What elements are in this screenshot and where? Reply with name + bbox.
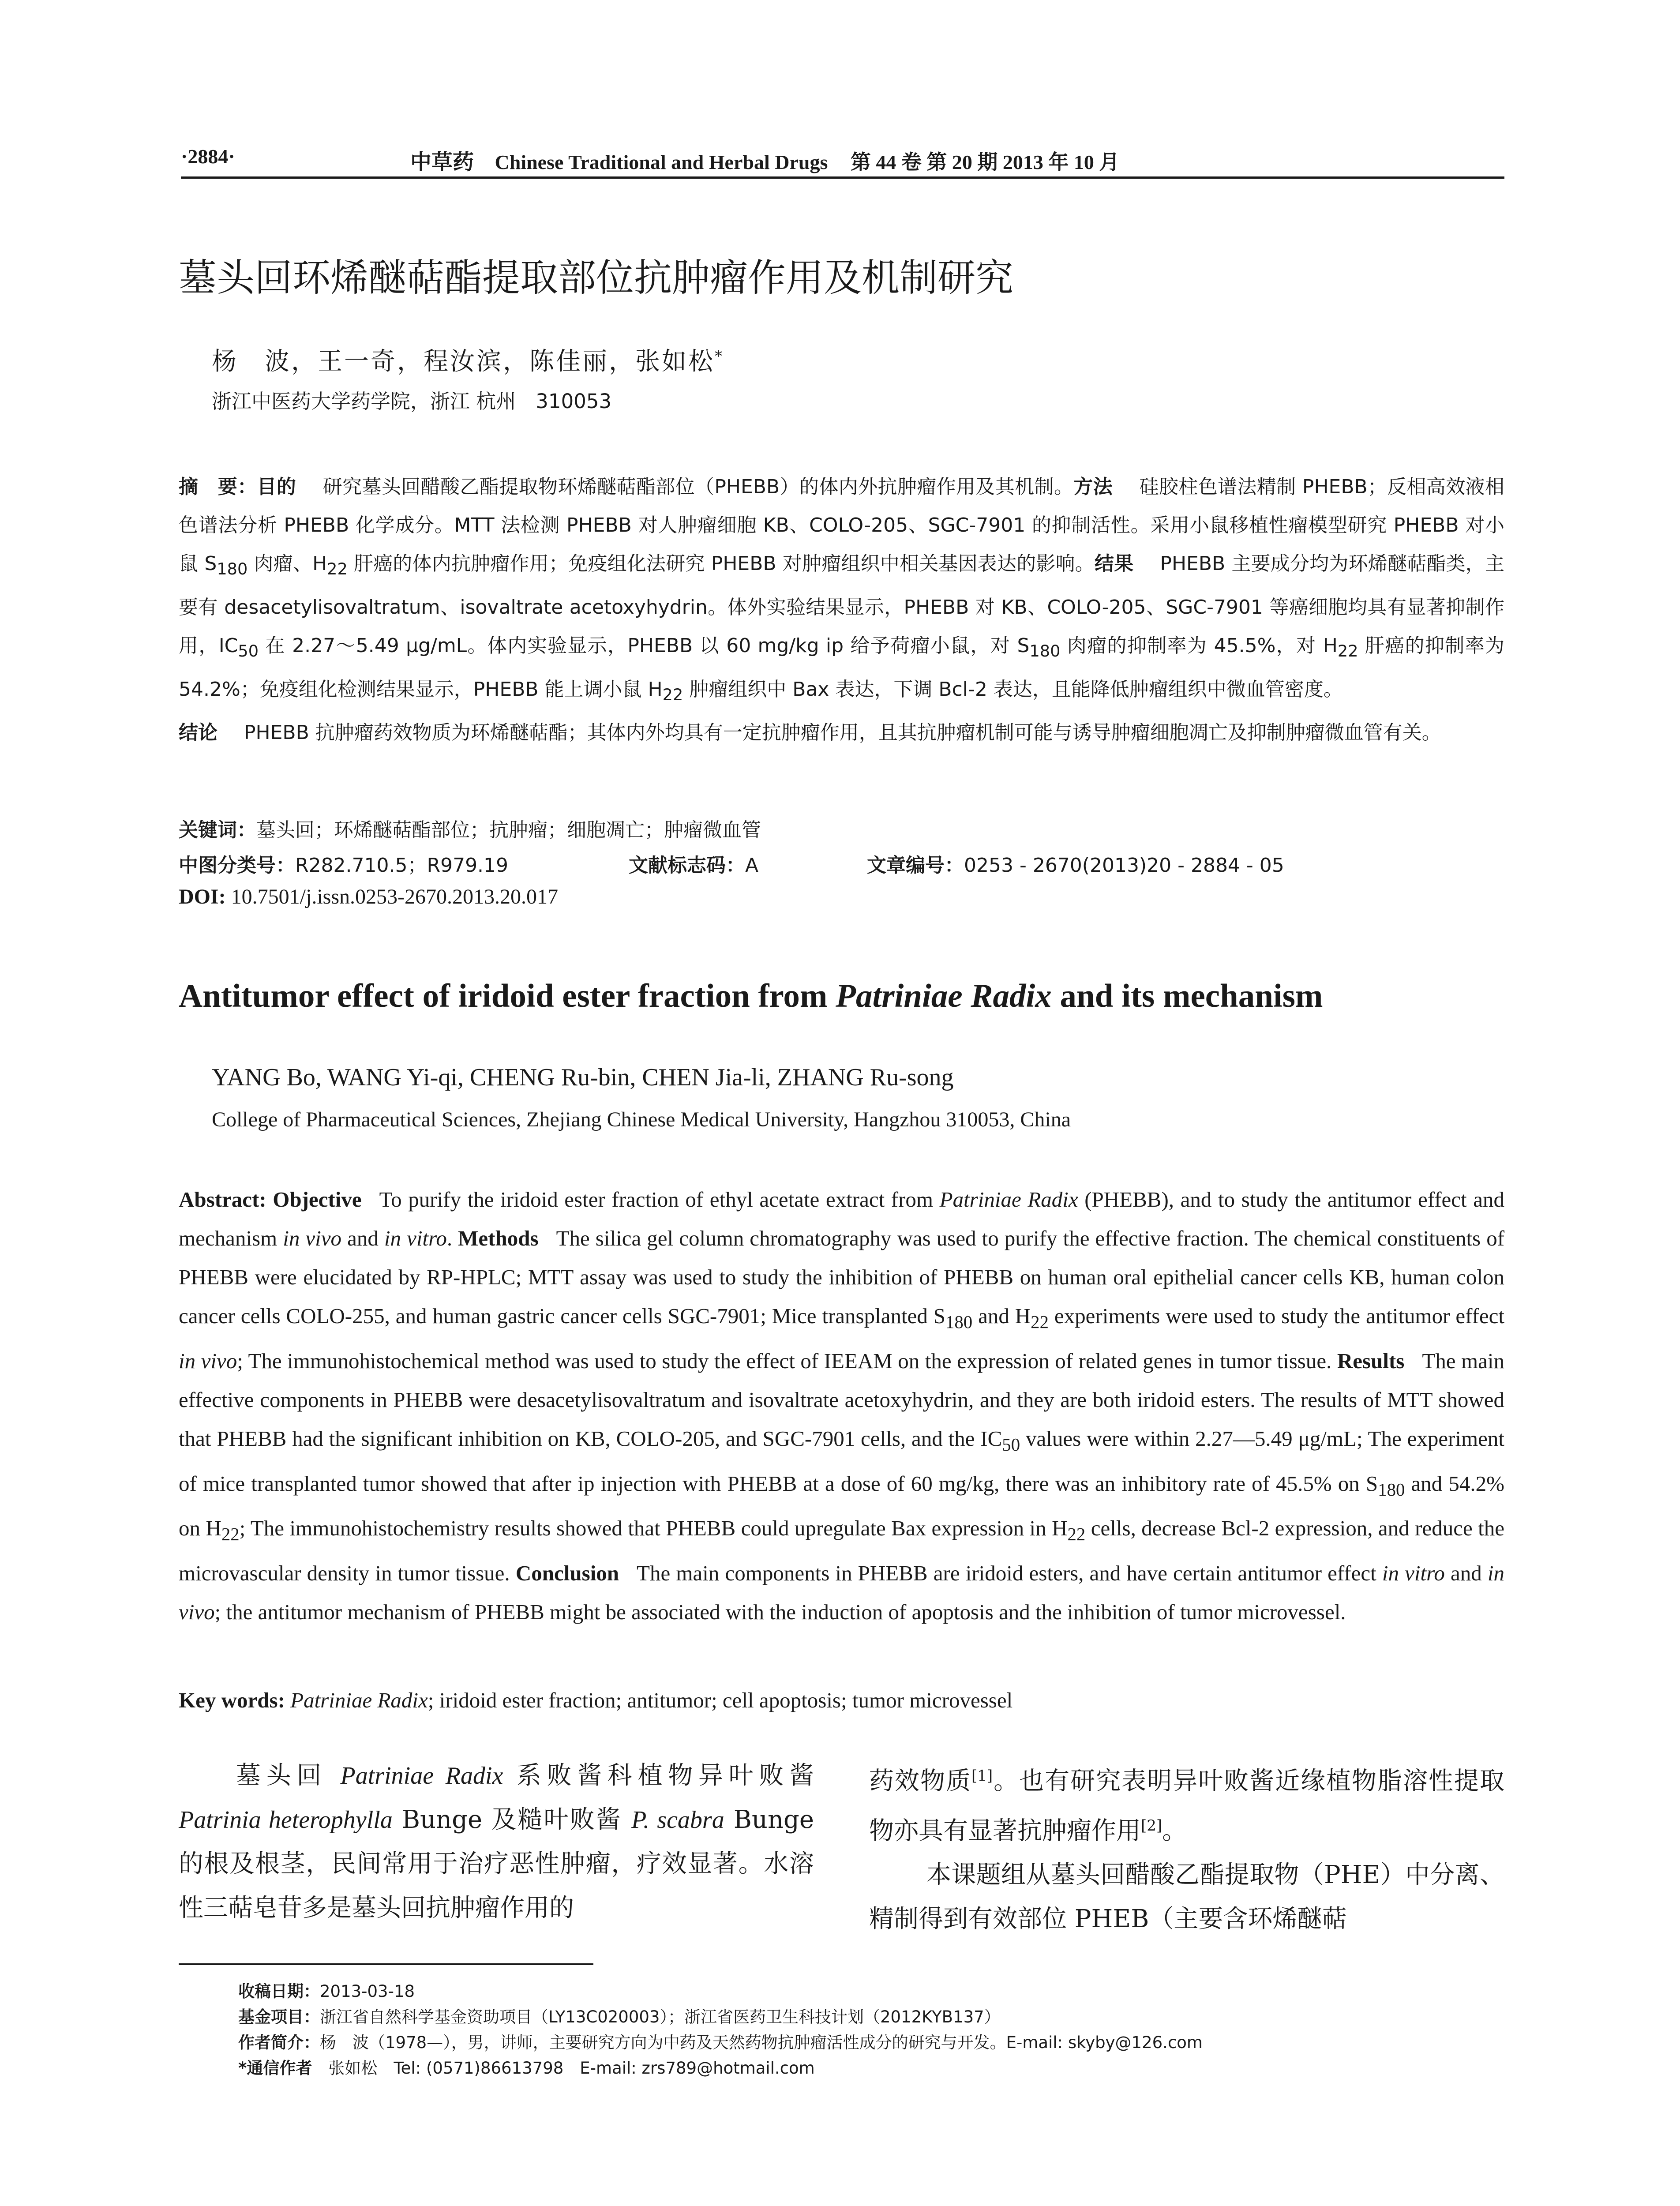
authors-cn [212, 342, 724, 377]
footnote-fund [238, 2004, 1504, 2030]
body-right-1: 药效物质 [869, 1767, 971, 1796]
results-en-sub4: 22 [1067, 1524, 1086, 1545]
author-bio-label: 作者简介： [238, 2033, 320, 2052]
doi-value: 10.7501/j.issn.0253-2670.2013.20.017 [231, 885, 559, 908]
keywords-en-text: ; iridoid ester fraction; antitumor; cell apoptosis; tumor microvessel [428, 1688, 1013, 1712]
body-left-it1: Patriniae Radix [340, 1762, 503, 1790]
clc-value: R282.710.5；R979.19 [295, 854, 509, 877]
abstract-cn-label: 摘 要： [179, 476, 257, 498]
conclusion-en-3: ; the antitumor mechanism of PHEBB might be associated with the induction of apoptosis and the inhibition of tumor microvessel. [214, 1600, 1346, 1624]
results-en-4: ; The immunohistochemistry results showed that PHEBB could upregulate Bax expression in H [239, 1516, 1068, 1541]
footnotes [238, 1979, 1504, 2081]
results-en-2: values were within 2.27—5.49 μg/mL; The experiment of mice transplanted tumor showed that after ip injection with PHEBB at a dose of 60 mg/kg, there was an inhibitory rate of 45.5% on S [179, 1426, 1504, 1496]
clc-label: 中图分类号： [179, 854, 295, 877]
methods-cn-sub2: 22 [327, 559, 348, 578]
methods-cn-2: 肉瘤、H [248, 552, 327, 575]
body-left-1: 墓头回 [236, 1761, 341, 1790]
footnote-author [238, 2030, 1504, 2056]
body-left-it2: Patrinia heterophylla [179, 1806, 393, 1834]
methods-en-2: and H [972, 1304, 1031, 1328]
body-left-3: Bunge 及糙叶败酱 [392, 1805, 632, 1834]
body-left-2: 系败酱科植物异叶败酱 [503, 1761, 814, 1790]
objective-label-cn: 目的 [257, 476, 296, 498]
corresponding-mark: * [715, 347, 724, 365]
results-cn-1: PHEBB 主要成分均为环烯醚萜酯类，主要有 desacetylisovaltratum、isovaltrate acetoxyhydrin。体外实验结果显示，PHEBB 对 KB、COLO-205、SGC-7901 等癌细胞均具有显著抑制作用，IC [179, 552, 1505, 657]
methods-cn-1: 硅胶柱色谱法精制 PHEBB；反相高效液相色谱法分析 PHEBB 化学成分。MTT 法检测 PHEBB 对人肿瘤细胞 KB、COLO-205、SGC-7901 的抑制活性。采用小鼠移植性瘤模型研究 PHEBB 对小鼠 S [179, 476, 1505, 575]
body-paragraph-1 [179, 1754, 814, 1930]
results-en-sub1: 50 [1002, 1434, 1020, 1455]
title-en-part1: Antitumor effect of iridoid ester fraction from [179, 978, 836, 1014]
results-en-5: cells, decrease Bcl-2 expression, and reduce the microvascular density in tumor tissue. [179, 1516, 1505, 1586]
conclusion-cn: PHEBB 抗肿瘤药效物质为环烯醚萜酯；其体内外均具有一定抗肿瘤作用，且其抗肿瘤机制可能与诱导肿瘤细胞凋亡及抑制肿瘤微血管有关。 [244, 721, 1441, 744]
received-date: 2013-03-18 [320, 1982, 415, 2001]
keywords-cn-text: 墓头回；环烯醚萜酯部位；抗肿瘤；细胞凋亡；肿瘤微血管 [256, 819, 761, 841]
results-cn-3: 肉瘤的抑制率为 45.5%，对 H [1060, 634, 1338, 657]
issue-info: 第 44 卷 第 20 期 2013 年 10 月 [850, 151, 1120, 173]
body-paragraph-1-cont [869, 1754, 1504, 1853]
authors-cn-names: 杨 波，王一奇，程汝滨，陈佳丽，张如松 [212, 347, 715, 376]
title-en-part2: and its mechanism [1051, 978, 1323, 1014]
keywords-en-label: Key words: [179, 1688, 285, 1712]
body-column-left [179, 1754, 814, 1930]
abstract-en [179, 1180, 1504, 1632]
results-label-cn: 结果 [1095, 552, 1134, 575]
keywords-en [179, 1688, 1504, 1713]
corresponding-label: *通信作者 [238, 2059, 312, 2078]
fund-label: 基金项目： [238, 2007, 320, 2026]
doc-code-value: A [745, 854, 759, 877]
abstract-en-label: Abstract: Objective [179, 1187, 362, 1212]
methods-en-sub2: 22 [1031, 1312, 1049, 1332]
affiliation-cn: 浙江中医药大学药学院，浙江 杭州 310053 [212, 390, 612, 413]
results-cn-sub4: 22 [662, 685, 683, 704]
journal-name-en: Chinese Traditional and Herbal Drugs [495, 151, 828, 173]
results-cn-2: 在 2.27～5.49 μg/mL。体内实验显示，PHEBB 以 60 mg/kg ip 给予荷瘤小鼠，对 S [259, 634, 1030, 657]
title-en-italic: Patriniae Radix [836, 978, 1052, 1014]
running-head [181, 141, 1504, 176]
keywords-cn [179, 814, 1504, 842]
doc-code-label: 文献标志码： [629, 854, 745, 877]
keywords-en-italic: Patriniae Radix [290, 1688, 428, 1712]
objective-en-it2: in vivo [283, 1226, 342, 1250]
classification-line [179, 849, 1504, 878]
methods-cn-3: 肝癌的体内抗肿瘤作用；免疫组化法研究 PHEBB 对肿瘤组织中相关基因表达的影响。 [347, 552, 1095, 575]
body-column-right [869, 1754, 1504, 1941]
objective-en-1: To purify the iridoid ester fraction of ethyl acetate extract from [379, 1187, 940, 1212]
abstract-cn [179, 468, 1504, 752]
methods-label-en: Methods [458, 1226, 539, 1250]
clc-field [179, 854, 508, 877]
journal-name-cn: 中草药 [410, 150, 474, 174]
body-paragraph-2: 本课题组从墓头回醋酸乙酯提取物（PHE）中分离、精制得到有效部位 PHEB（主要含环烯醚萜 [869, 1861, 1504, 1934]
conclusion-label-cn: 结论 [179, 721, 218, 744]
body-right-2: 。也有研究表明异叶败酱近缘植物脂溶性提取物亦具有显著抗肿瘤作用 [869, 1767, 1505, 1846]
footnote-corresponding [238, 2056, 1504, 2081]
article-no-field [867, 849, 1284, 878]
results-en-3: and 54.2% on H [179, 1471, 1504, 1541]
results-en-1: The main effective components in PHEBB were desacetylisovaltratum and isovaltrate acetoxyhydrin, and they are both iridoid esters. The results of MTT showed that PHEBB had the significant inhibition on KB, COLO-205, and SGC-7901 cells, and the IC [179, 1348, 1505, 1451]
conclusion-en-it2: in vivo [179, 1561, 1505, 1624]
affiliation-en: College of Pharmaceutical Sciences, Zhejiang Chinese Medical University, Hangzhou 310053, China [212, 1108, 1071, 1131]
objective-en-2: (PHEBB), and to study the antitumor effect and mechanism [179, 1187, 1505, 1250]
conclusion-en-2: and [1444, 1561, 1488, 1586]
methods-en-it1: in vivo [179, 1348, 237, 1373]
conclusion-label-en: Conclusion [515, 1561, 619, 1586]
article-no-value: 0253 - 2670(2013)20 - 2884 - 05 [964, 854, 1284, 877]
footnote-rule [179, 1963, 593, 1965]
author-bio-text: 杨 波（1978—），男，讲师，主要研究方向为中药及天然药物抗肿瘤活性成分的研究与开发。E-mail: skyby@126.com [320, 2033, 1203, 2052]
methods-en-4: ; The immunohistochemical method was used to study the effect of IEEAM on the expression of related genes in tumor tissue. [237, 1348, 1332, 1373]
results-cn-5: 肿瘤组织中 Bax 表达，下调 Bcl-2 表达，且能降低肿瘤组织中微血管密度。 [683, 678, 1343, 701]
authors-en: YANG Bo, WANG Yi-qi, CHENG Ru-bin, CHEN Jia-li, ZHANG Ru-song [212, 1064, 954, 1091]
methods-en-1: The silica gel column chromatography was used to purify the effective fraction. The chemical constituents of PHEBB were elucidated by RP-HPLC; MTT assay was used to study the inhibition of PHEBB on human oral epithelial cancer cells KB, human colon cancer cells COLO-255, and human gastric cancer cells SGC-7901; Mice transplanted S [179, 1226, 1505, 1328]
methods-cn-sub1: 180 [217, 559, 248, 578]
title-en [179, 977, 1507, 1015]
results-cn-sub2: 180 [1029, 641, 1061, 660]
results-cn-sub3: 22 [1337, 641, 1358, 660]
methods-en-3: experiments were used to study the antitumor effect [1049, 1304, 1504, 1328]
conclusion-en-it1: in vitro [1382, 1561, 1445, 1586]
body-left-4: Bunge 的根及根茎，民间常用于治疗恶性肿瘤，疗效显著。水溶性三萜皂苷多是墓头回抗肿瘤作用的 [179, 1805, 814, 1922]
methods-label-cn: 方法 [1073, 476, 1113, 498]
results-cn-4: 肝癌的抑制率为 54.2%；免疫组化检测结果显示，PHEBB 能上调小鼠 H [179, 634, 1504, 701]
results-label-en: Results [1337, 1348, 1405, 1373]
title-cn: 墓头回环烯醚萜酯提取部位抗肿瘤作用及机制研究 [179, 256, 1013, 300]
keywords-cn-label: 关键词： [179, 819, 256, 841]
results-en-sub3: 22 [221, 1524, 240, 1545]
footnote-received [238, 1979, 1504, 2004]
body-right-3: 。 [1162, 1816, 1187, 1846]
citation-2: [2] [1141, 1816, 1162, 1835]
journal-line [410, 145, 1119, 175]
page-number: ·2884· [181, 145, 235, 168]
doi-line [179, 885, 1504, 909]
conclusion-en-1: The main components in PHEBB are iridoid esters, and have certain antitumor effect [637, 1561, 1382, 1586]
objective-en-3: and [341, 1226, 384, 1250]
objective-en-it3: in vitro [384, 1226, 447, 1250]
citation-1: [1] [971, 1767, 993, 1785]
article-no-label: 文章编号： [867, 854, 964, 877]
results-en-sub2: 180 [1378, 1479, 1405, 1500]
objective-en-it1: Patriniae Radix [939, 1187, 1078, 1212]
doi-label: DOI: [179, 885, 226, 908]
objective-cn: 研究墓头回醋酸乙酯提取物环烯醚萜酯部位（PHEBB）的体内外抗肿瘤作用及其机制。 [322, 476, 1074, 498]
body-left-it3: P. scabra [631, 1806, 724, 1834]
header-rule [181, 176, 1504, 179]
methods-en-sub1: 180 [945, 1312, 973, 1332]
corresponding-text: 张如松 Tel: (0571)86613798 E-mail: zrs789@hotmail.com [328, 2059, 815, 2078]
received-label: 收稿日期： [238, 1982, 320, 2001]
results-cn-sub1: 50 [238, 641, 259, 660]
doc-code-field [629, 849, 758, 878]
objective-en-4: . [446, 1226, 453, 1250]
fund-text: 浙江省自然科学基金资助项目（LY13C020003）；浙江省医药卫生科技计划（2012KYB137） [320, 2007, 1001, 2026]
